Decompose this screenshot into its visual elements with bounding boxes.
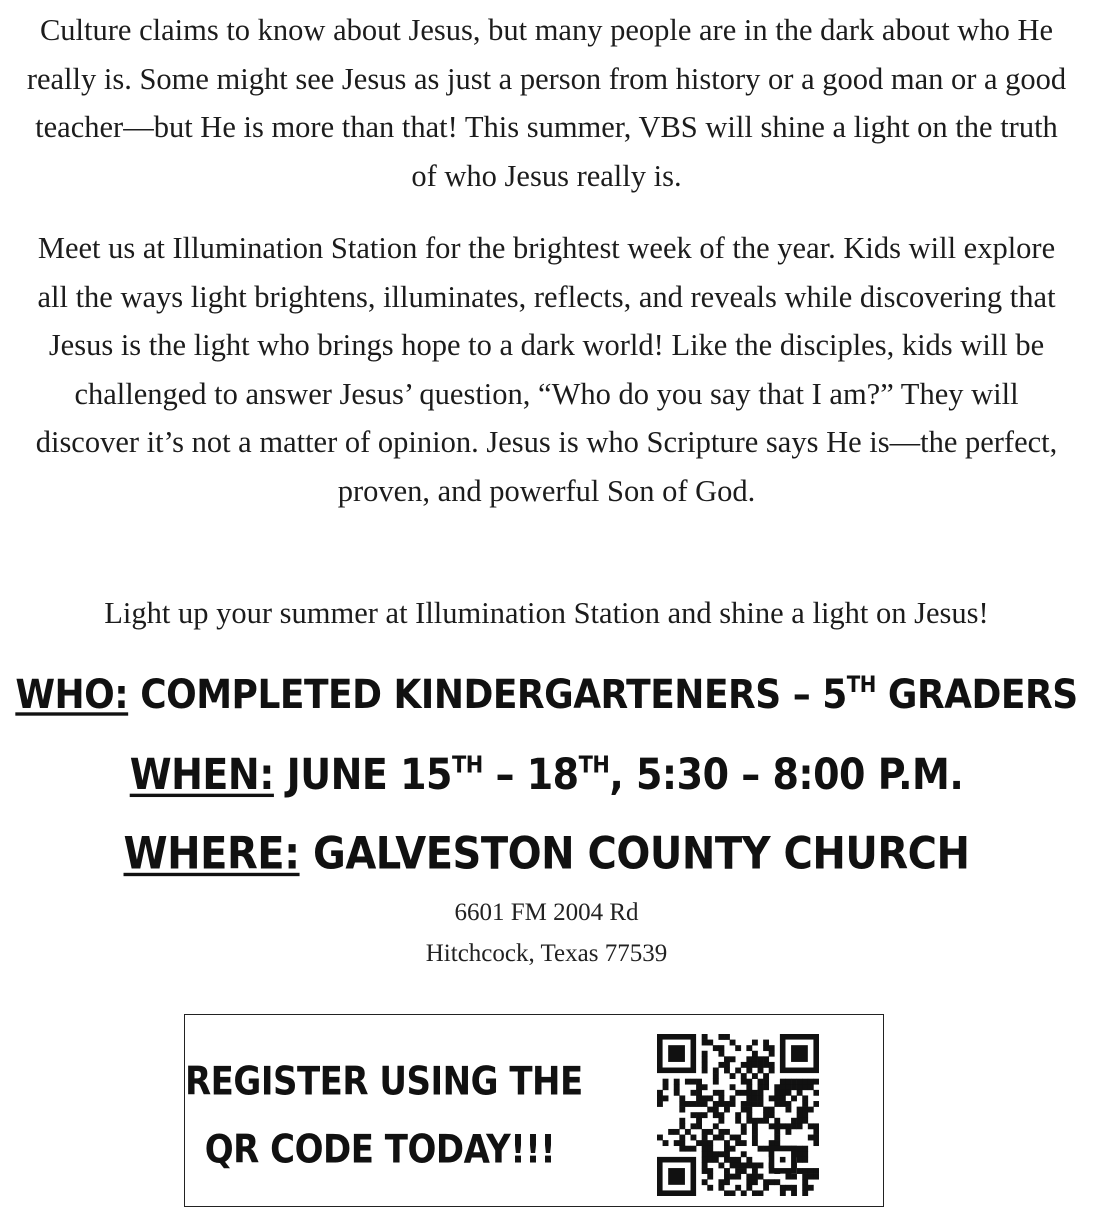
who-ordinal: TH <box>846 671 876 698</box>
address-street: 6601 FM 2004 Rd <box>454 899 639 926</box>
intro-paragraph: Culture claims to know about Jesus, but many people are in the dark about who He really is. Some might see Jesus as just a person from history or a good man or a good teacher—but He is more than that! This summer, VBS will shine a light on the truth of who Jesus really is. <box>26 13 1067 193</box>
who-text-before: COMPLETED KINDERGARTENERS – 5 <box>128 672 847 718</box>
address-city: Hitchcock, Texas 77539 <box>425 940 668 967</box>
qr-code-icon[interactable] <box>657 1034 819 1196</box>
who-label: WHO: <box>15 672 129 718</box>
register-line-1: REGISTER USING THE <box>185 1059 583 1105</box>
where-label: WHERE: <box>123 828 300 880</box>
when-end-ordinal: TH <box>578 751 610 778</box>
who-text-after: GRADERS <box>875 672 1078 718</box>
register-line-2: QR CODE TODAY!!! <box>204 1127 556 1173</box>
closing-paragraph: Light up your summer at Illumination Station and shine a light on Jesus! <box>104 596 989 630</box>
who-line <box>0 672 1093 718</box>
when-start-ordinal: TH <box>452 751 483 778</box>
register-box <box>184 1014 884 1207</box>
when-line <box>0 750 1093 799</box>
details-paragraph: Meet us at Illumination Station for the brightest week of the year. Kids will explore all the ways light brightens, illuminates, reflects, and reveals while discovering that Jesus is the light who brings hope to a dark world! Like the disciples, kids will be challenged to answer Jesus’ question, “Who do you say that I am?” They will discover it’s not a matter of opinion. Jesus is who Scripture says He is—the perfect, proven, and powerful Son of God. <box>35 231 1058 508</box>
qr-code-graphic <box>657 1034 819 1196</box>
when-end-date: – 18 <box>482 750 579 800</box>
when-start-date: JUNE 15 <box>273 750 453 800</box>
where-text: GALVESTON COUNTY CHURCH <box>299 828 970 880</box>
when-label: WHEN: <box>129 750 274 800</box>
where-line <box>0 828 1093 880</box>
when-time: , 5:30 – 8:00 P.M. <box>609 750 964 800</box>
